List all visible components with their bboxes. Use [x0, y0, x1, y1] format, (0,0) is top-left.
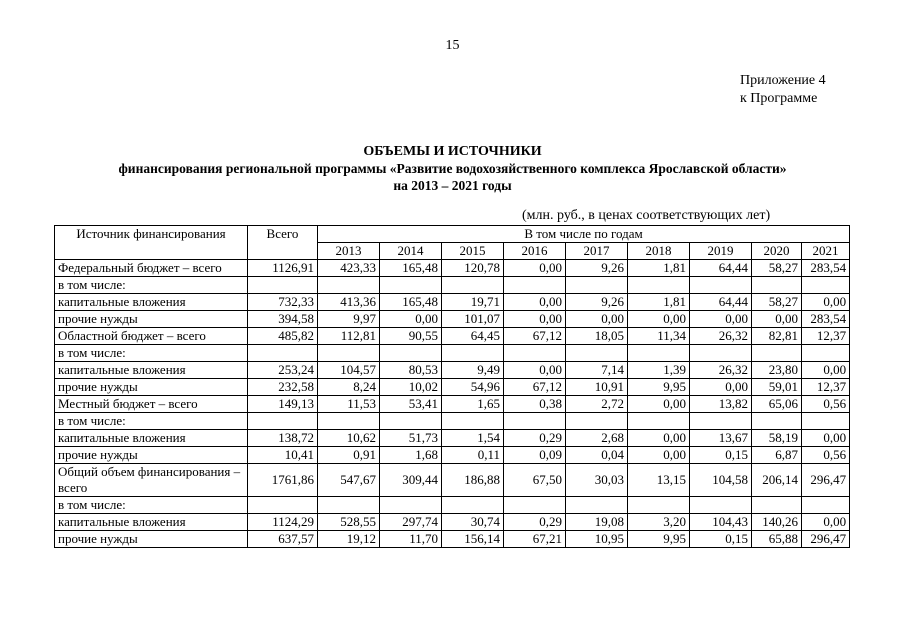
row-value: 30,03 — [566, 464, 628, 497]
header-year: 2014 — [380, 243, 442, 260]
row-value: 1,81 — [628, 260, 690, 277]
row-value: 90,55 — [380, 328, 442, 345]
row-label: в том числе: — [55, 497, 248, 514]
row-value: 0,00 — [628, 396, 690, 413]
appendix-line-1: Приложение 4 — [740, 73, 826, 88]
row-value: 54,96 — [442, 379, 504, 396]
row-total — [248, 345, 318, 362]
row-value: 0,00 — [380, 311, 442, 328]
row-value: 101,07 — [442, 311, 504, 328]
table-row — [55, 447, 850, 464]
row-value — [442, 497, 504, 514]
row-value: 67,12 — [504, 328, 566, 345]
row-value — [380, 277, 442, 294]
row-value: 65,06 — [752, 396, 802, 413]
row-value: 0,00 — [628, 430, 690, 447]
table-header — [55, 226, 850, 260]
row-value: 104,43 — [690, 514, 752, 531]
row-value: 58,19 — [752, 430, 802, 447]
table-row — [55, 345, 850, 362]
row-value: 67,21 — [504, 531, 566, 548]
row-value — [504, 413, 566, 430]
row-value: 1,81 — [628, 294, 690, 311]
row-value: 0,29 — [504, 430, 566, 447]
row-value: 0,00 — [504, 260, 566, 277]
header-year: 2017 — [566, 243, 628, 260]
row-value: 1,65 — [442, 396, 504, 413]
row-total: 394,58 — [248, 311, 318, 328]
row-value — [752, 413, 802, 430]
table-row — [55, 362, 850, 379]
row-label: капитальные вложения — [55, 362, 248, 379]
row-value: 547,67 — [318, 464, 380, 497]
row-value: 0,11 — [442, 447, 504, 464]
row-value: 0,09 — [504, 447, 566, 464]
row-value: 19,12 — [318, 531, 380, 548]
row-value: 0,00 — [802, 362, 850, 379]
row-value: 2,72 — [566, 396, 628, 413]
row-value: 0,04 — [566, 447, 628, 464]
row-value — [380, 345, 442, 362]
row-value: 0,38 — [504, 396, 566, 413]
row-total: 485,82 — [248, 328, 318, 345]
table-row — [55, 277, 850, 294]
row-value: 0,00 — [690, 379, 752, 396]
row-value: 0,00 — [802, 294, 850, 311]
row-value: 423,33 — [318, 260, 380, 277]
row-value: 0,00 — [802, 430, 850, 447]
row-total: 232,58 — [248, 379, 318, 396]
appendix-line-2: к Программе — [740, 91, 818, 106]
table-row — [55, 531, 850, 548]
row-value — [442, 413, 504, 430]
row-value — [690, 497, 752, 514]
row-value — [628, 345, 690, 362]
row-value — [318, 413, 380, 430]
row-value: 26,32 — [690, 362, 752, 379]
units-note: (млн. руб., в ценах соответствующих лет) — [522, 208, 771, 223]
row-value: 140,26 — [752, 514, 802, 531]
table-row — [55, 464, 850, 497]
row-label: в том числе: — [55, 345, 248, 362]
row-value: 64,44 — [690, 260, 752, 277]
header-year: 2018 — [628, 243, 690, 260]
row-value: 9,49 — [442, 362, 504, 379]
header-year: 2021 — [802, 243, 850, 260]
row-label: Областной бюджет – всего — [55, 328, 248, 345]
row-value: 1,39 — [628, 362, 690, 379]
row-total: 732,33 — [248, 294, 318, 311]
row-value: 297,74 — [380, 514, 442, 531]
row-value: 156,14 — [442, 531, 504, 548]
row-value: 82,81 — [752, 328, 802, 345]
row-label: прочие нужды — [55, 311, 248, 328]
row-value: 13,15 — [628, 464, 690, 497]
row-value: 11,34 — [628, 328, 690, 345]
row-value: 65,88 — [752, 531, 802, 548]
row-value: 23,80 — [752, 362, 802, 379]
row-value — [628, 413, 690, 430]
row-value: 0,15 — [690, 531, 752, 548]
row-value: 9,26 — [566, 294, 628, 311]
table-row — [55, 514, 850, 531]
row-total — [248, 413, 318, 430]
table-row — [55, 311, 850, 328]
row-value — [802, 277, 850, 294]
row-value: 64,44 — [690, 294, 752, 311]
row-value: 2,68 — [566, 430, 628, 447]
row-value: 309,44 — [380, 464, 442, 497]
row-value — [318, 497, 380, 514]
row-label: Федеральный бюджет – всего — [55, 260, 248, 277]
row-value: 8,24 — [318, 379, 380, 396]
row-total: 138,72 — [248, 430, 318, 447]
row-value — [628, 277, 690, 294]
row-label: Местный бюджет – всего — [55, 396, 248, 413]
row-value: 104,57 — [318, 362, 380, 379]
row-value: 10,91 — [566, 379, 628, 396]
row-value: 296,47 — [802, 464, 850, 497]
header-year: 2015 — [442, 243, 504, 260]
row-value: 206,14 — [752, 464, 802, 497]
row-value: 58,27 — [752, 294, 802, 311]
row-value: 18,05 — [566, 328, 628, 345]
row-total: 10,41 — [248, 447, 318, 464]
row-value: 64,45 — [442, 328, 504, 345]
row-value — [566, 497, 628, 514]
header-total: Всего — [248, 226, 318, 260]
row-value — [504, 277, 566, 294]
row-value — [566, 345, 628, 362]
row-value: 0,56 — [802, 447, 850, 464]
row-value: 0,15 — [690, 447, 752, 464]
row-value: 0,00 — [504, 311, 566, 328]
row-value — [752, 497, 802, 514]
row-label: прочие нужды — [55, 447, 248, 464]
row-value — [380, 497, 442, 514]
row-value — [318, 345, 380, 362]
row-value: 0,00 — [690, 311, 752, 328]
row-label: Общий объем финансирования – всего — [55, 464, 248, 497]
row-value: 104,58 — [690, 464, 752, 497]
title-line-3: на 2013 – 2021 годы — [393, 178, 512, 193]
row-value: 186,88 — [442, 464, 504, 497]
row-value: 0,56 — [802, 396, 850, 413]
row-label: прочие нужды — [55, 379, 248, 396]
row-value: 1,68 — [380, 447, 442, 464]
row-value: 1,54 — [442, 430, 504, 447]
header-year: 2016 — [504, 243, 566, 260]
row-value — [802, 413, 850, 430]
row-value: 7,14 — [566, 362, 628, 379]
row-value: 13,82 — [690, 396, 752, 413]
row-value — [752, 345, 802, 362]
row-value: 0,00 — [628, 311, 690, 328]
row-label: капитальные вложения — [55, 430, 248, 447]
row-value — [690, 277, 752, 294]
row-value — [802, 497, 850, 514]
row-value: 51,73 — [380, 430, 442, 447]
row-value: 165,48 — [380, 294, 442, 311]
row-value — [566, 277, 628, 294]
row-value: 6,87 — [752, 447, 802, 464]
table-row — [55, 413, 850, 430]
row-value — [504, 345, 566, 362]
row-value — [690, 413, 752, 430]
row-value: 11,70 — [380, 531, 442, 548]
row-value: 112,81 — [318, 328, 380, 345]
row-value: 0,00 — [752, 311, 802, 328]
row-label: прочие нужды — [55, 531, 248, 548]
table-row — [55, 328, 850, 345]
row-value: 283,54 — [802, 260, 850, 277]
row-value: 0,00 — [628, 447, 690, 464]
row-value — [802, 345, 850, 362]
row-value — [504, 497, 566, 514]
row-value: 19,71 — [442, 294, 504, 311]
row-total: 1761,86 — [248, 464, 318, 497]
header-year: 2020 — [752, 243, 802, 260]
row-value: 30,74 — [442, 514, 504, 531]
row-value: 165,48 — [380, 260, 442, 277]
table-row — [55, 260, 850, 277]
row-value: 413,36 — [318, 294, 380, 311]
document-title — [0, 143, 905, 194]
row-value: 0,29 — [504, 514, 566, 531]
table-row — [55, 497, 850, 514]
row-label: в том числе: — [55, 277, 248, 294]
row-value: 19,08 — [566, 514, 628, 531]
header-source: Источник финансирования — [55, 226, 248, 260]
row-value: 12,37 — [802, 328, 850, 345]
row-value: 3,20 — [628, 514, 690, 531]
row-value — [628, 497, 690, 514]
row-total: 253,24 — [248, 362, 318, 379]
row-value — [318, 277, 380, 294]
row-label: капитальные вложения — [55, 294, 248, 311]
row-value: 13,67 — [690, 430, 752, 447]
row-value — [380, 413, 442, 430]
row-value: 9,95 — [628, 379, 690, 396]
row-value — [566, 413, 628, 430]
row-value: 58,27 — [752, 260, 802, 277]
row-total: 1124,29 — [248, 514, 318, 531]
row-value: 0,00 — [566, 311, 628, 328]
row-total: 149,13 — [248, 396, 318, 413]
row-value: 0,91 — [318, 447, 380, 464]
table-row — [55, 379, 850, 396]
table-row — [55, 294, 850, 311]
row-value: 283,54 — [802, 311, 850, 328]
row-value: 67,12 — [504, 379, 566, 396]
row-label: капитальные вложения — [55, 514, 248, 531]
row-value: 67,50 — [504, 464, 566, 497]
row-value: 296,47 — [802, 531, 850, 548]
row-value — [442, 277, 504, 294]
row-value: 26,32 — [690, 328, 752, 345]
table-row — [55, 396, 850, 413]
row-total: 637,57 — [248, 531, 318, 548]
financing-table — [54, 225, 850, 548]
row-value: 53,41 — [380, 396, 442, 413]
table-row — [55, 430, 850, 447]
row-value: 0,00 — [504, 362, 566, 379]
table-body — [55, 260, 850, 548]
row-value — [442, 345, 504, 362]
row-value: 9,97 — [318, 311, 380, 328]
row-value: 12,37 — [802, 379, 850, 396]
header-by-years: В том числе по годам — [318, 226, 850, 243]
row-value: 9,26 — [566, 260, 628, 277]
row-value: 120,78 — [442, 260, 504, 277]
title-line-2: финансирования региональной программы «Развитие водохозяйственного комплекса Ярославской области» — [118, 161, 787, 176]
appendix-reference — [740, 72, 826, 108]
row-value: 9,95 — [628, 531, 690, 548]
row-value: 10,62 — [318, 430, 380, 447]
row-total — [248, 497, 318, 514]
row-value: 11,53 — [318, 396, 380, 413]
header-year: 2013 — [318, 243, 380, 260]
row-value: 10,95 — [566, 531, 628, 548]
row-value: 528,55 — [318, 514, 380, 531]
title-line-1: ОБЪЕМЫ И ИСТОЧНИКИ — [363, 144, 542, 159]
row-value: 10,02 — [380, 379, 442, 396]
row-value: 80,53 — [380, 362, 442, 379]
row-value — [752, 277, 802, 294]
header-year: 2019 — [690, 243, 752, 260]
row-value: 0,00 — [504, 294, 566, 311]
row-value: 59,01 — [752, 379, 802, 396]
page-number: 15 — [445, 38, 460, 53]
row-value — [690, 345, 752, 362]
row-total: 1126,91 — [248, 260, 318, 277]
row-total — [248, 277, 318, 294]
row-label: в том числе: — [55, 413, 248, 430]
row-value: 0,00 — [802, 514, 850, 531]
